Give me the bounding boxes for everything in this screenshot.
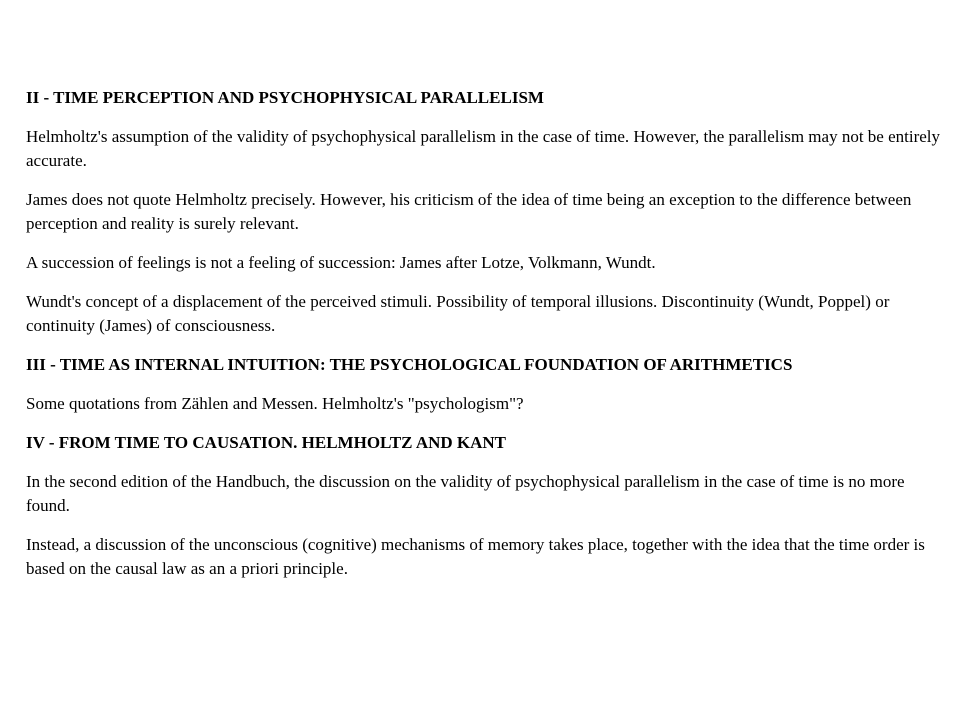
section-iii-heading: III - TIME AS INTERNAL INTUITION: THE PSYCHOLOGICAL FOUNDATION OF ARITHMETICS [26, 355, 793, 374]
section-ii [26, 86, 946, 338]
section-iii-paragraph-1: Some quotations from Zählen and Messen. Helmholtz's "psychologism"? [26, 394, 524, 413]
slide-content [26, 86, 946, 596]
section-iv [26, 431, 946, 581]
section-iv-heading: IV - FROM TIME TO CAUSATION. HELMHOLTZ AND KANT [26, 433, 507, 452]
section-iv-paragraph-2: Instead, a discussion of the unconscious (cognitive) mechanisms of memory takes place, together with the idea that the time order is based on the causal law as an a priori principle. [26, 535, 925, 578]
section-ii-paragraph-3: A succession of feelings is not a feeling of succession: James after Lotze, Volkmann, Wundt. [26, 253, 656, 272]
section-iii [26, 353, 946, 416]
section-ii-paragraph-4: Wundt's concept of a displacement of the perceived stimuli. Possibility of temporal illusions. Discontinuity (Wundt, Poppel) or continuity (James) of consciousness. [26, 292, 890, 335]
section-ii-heading: II - TIME PERCEPTION AND PSYCHOPHYSICAL PARALLELISM [26, 88, 544, 107]
section-ii-paragraph-2: James does not quote Helmholtz precisely. However, his criticism of the idea of time being an exception to the difference between perception and reality is surely relevant. [26, 190, 912, 233]
section-ii-paragraph-1: Helmholtz's assumption of the validity of psychophysical parallelism in the case of time. However, the parallelism may not be entirely accurate. [26, 127, 941, 170]
section-iv-paragraph-1: In the second edition of the Handbuch, the discussion on the validity of psychophysical parallelism in the case of time is no more found. [26, 472, 905, 515]
